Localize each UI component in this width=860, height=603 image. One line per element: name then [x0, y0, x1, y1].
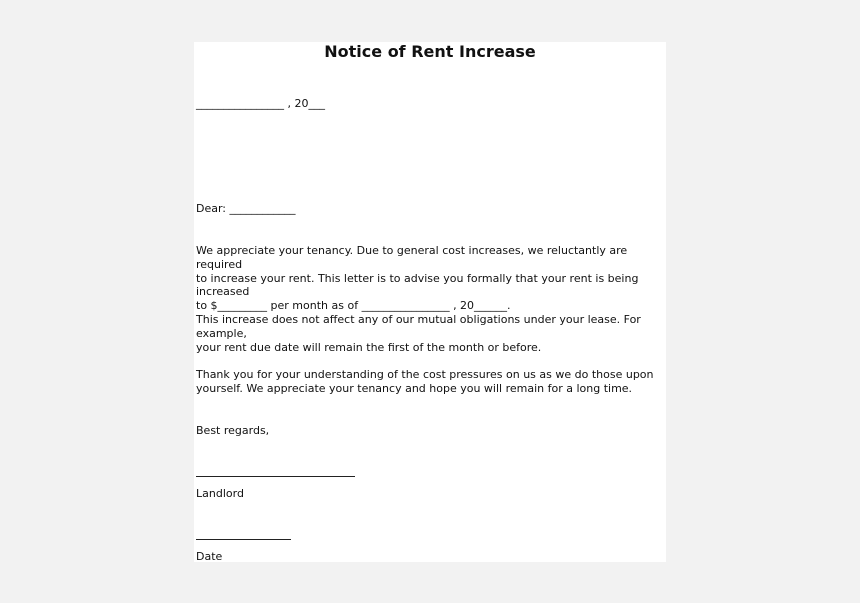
date-signature-line: [196, 539, 291, 540]
paragraph-thank-you: Thank you for your understanding of the cost pressures on us as we do those upon yourself. We appreciate your tenancy and hope you will remain for a long time.: [196, 368, 654, 395]
signature-line: [196, 476, 355, 477]
date-label: Date: [196, 550, 223, 562]
salutation: Dear: ____________: [196, 202, 296, 215]
paragraph-tenancy-increase: We appreciate your tenancy. Due to general cost increases, we reluctantly are required to increase your rent. This letter is to advise you formally that your rent is being increased to $_________ per month as of ________________ , 20______.: [196, 244, 639, 313]
date-line: ________________ , 20___: [196, 97, 325, 110]
document-page: [194, 42, 666, 562]
document-title: Notice of Rent Increase: [324, 42, 536, 61]
signature-label: Landlord: [196, 487, 244, 500]
closing: Best regards,: [196, 424, 270, 437]
paragraph-lease-obligations: This increase does not affect any of our mutual obligations under your lease. For example, your rent due date will remain the first of the month or before.: [196, 313, 641, 354]
